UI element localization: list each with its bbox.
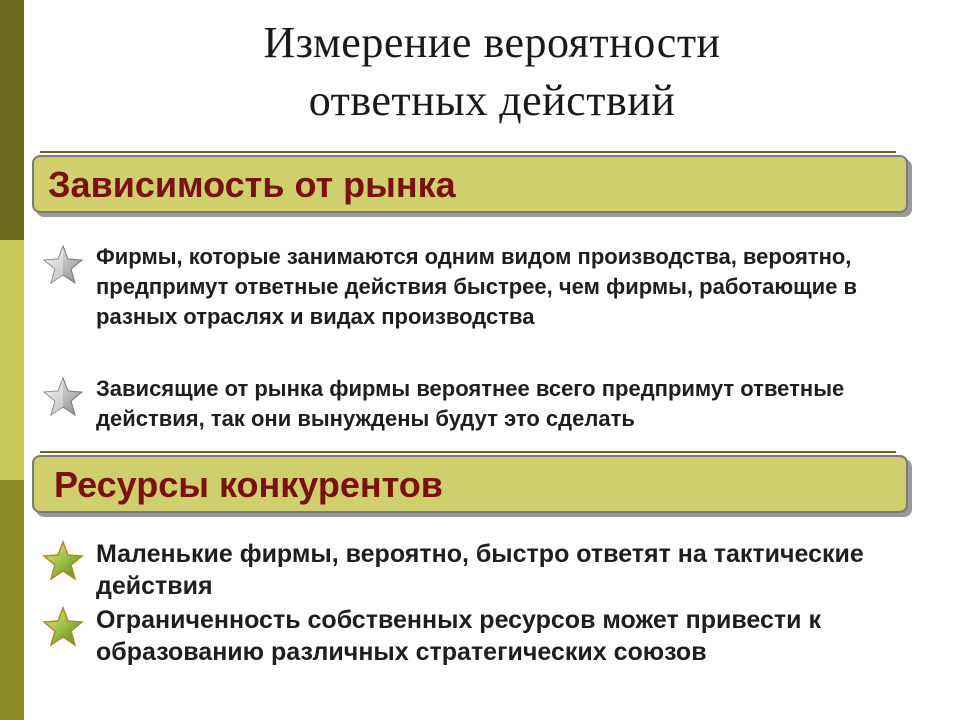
bullet-item xyxy=(40,374,920,440)
side-strip-bottom xyxy=(0,480,24,720)
bullet-text: Зависящие от рынка фирмы вероятнее всего предпримут ответные действия, так они вынуждены будут это сделать xyxy=(96,376,845,431)
slide-title-line-2: ответных действий xyxy=(308,76,676,125)
section-divider-line xyxy=(40,151,896,153)
section-heading: Ресурсы конкурентов xyxy=(54,464,443,505)
section-header-market-dependence xyxy=(32,155,908,213)
bullet-item xyxy=(40,242,920,370)
bullet-text: Ограниченность собственных ресурсов может привести к образованию различных стратегических союзов xyxy=(96,606,821,666)
green-star-icon xyxy=(42,606,84,648)
bullet-item xyxy=(40,538,920,608)
bullet-text: Маленькие фирмы, вероятно, быстро ответят на тактические действия xyxy=(96,540,864,600)
section-divider-line xyxy=(40,451,896,453)
section-heading: Зависимость от рынка xyxy=(48,164,456,205)
bullet-item xyxy=(40,604,920,704)
green-star-icon xyxy=(42,540,84,582)
section-header-competitor-resources xyxy=(32,455,908,513)
silver-star-icon xyxy=(42,376,84,418)
silver-star-icon xyxy=(42,244,84,286)
bullet-text: Фирмы, которые занимаются одним видом производства, вероятно, предпримут ответные действия быстрее, чем фирмы, работающие в разных отраслях и видах производства xyxy=(96,244,858,329)
side-strip-middle xyxy=(0,240,24,480)
slide-title xyxy=(24,14,960,130)
side-strip-top xyxy=(0,0,24,240)
slide-title-line-1: Измерение вероятности xyxy=(263,18,721,67)
